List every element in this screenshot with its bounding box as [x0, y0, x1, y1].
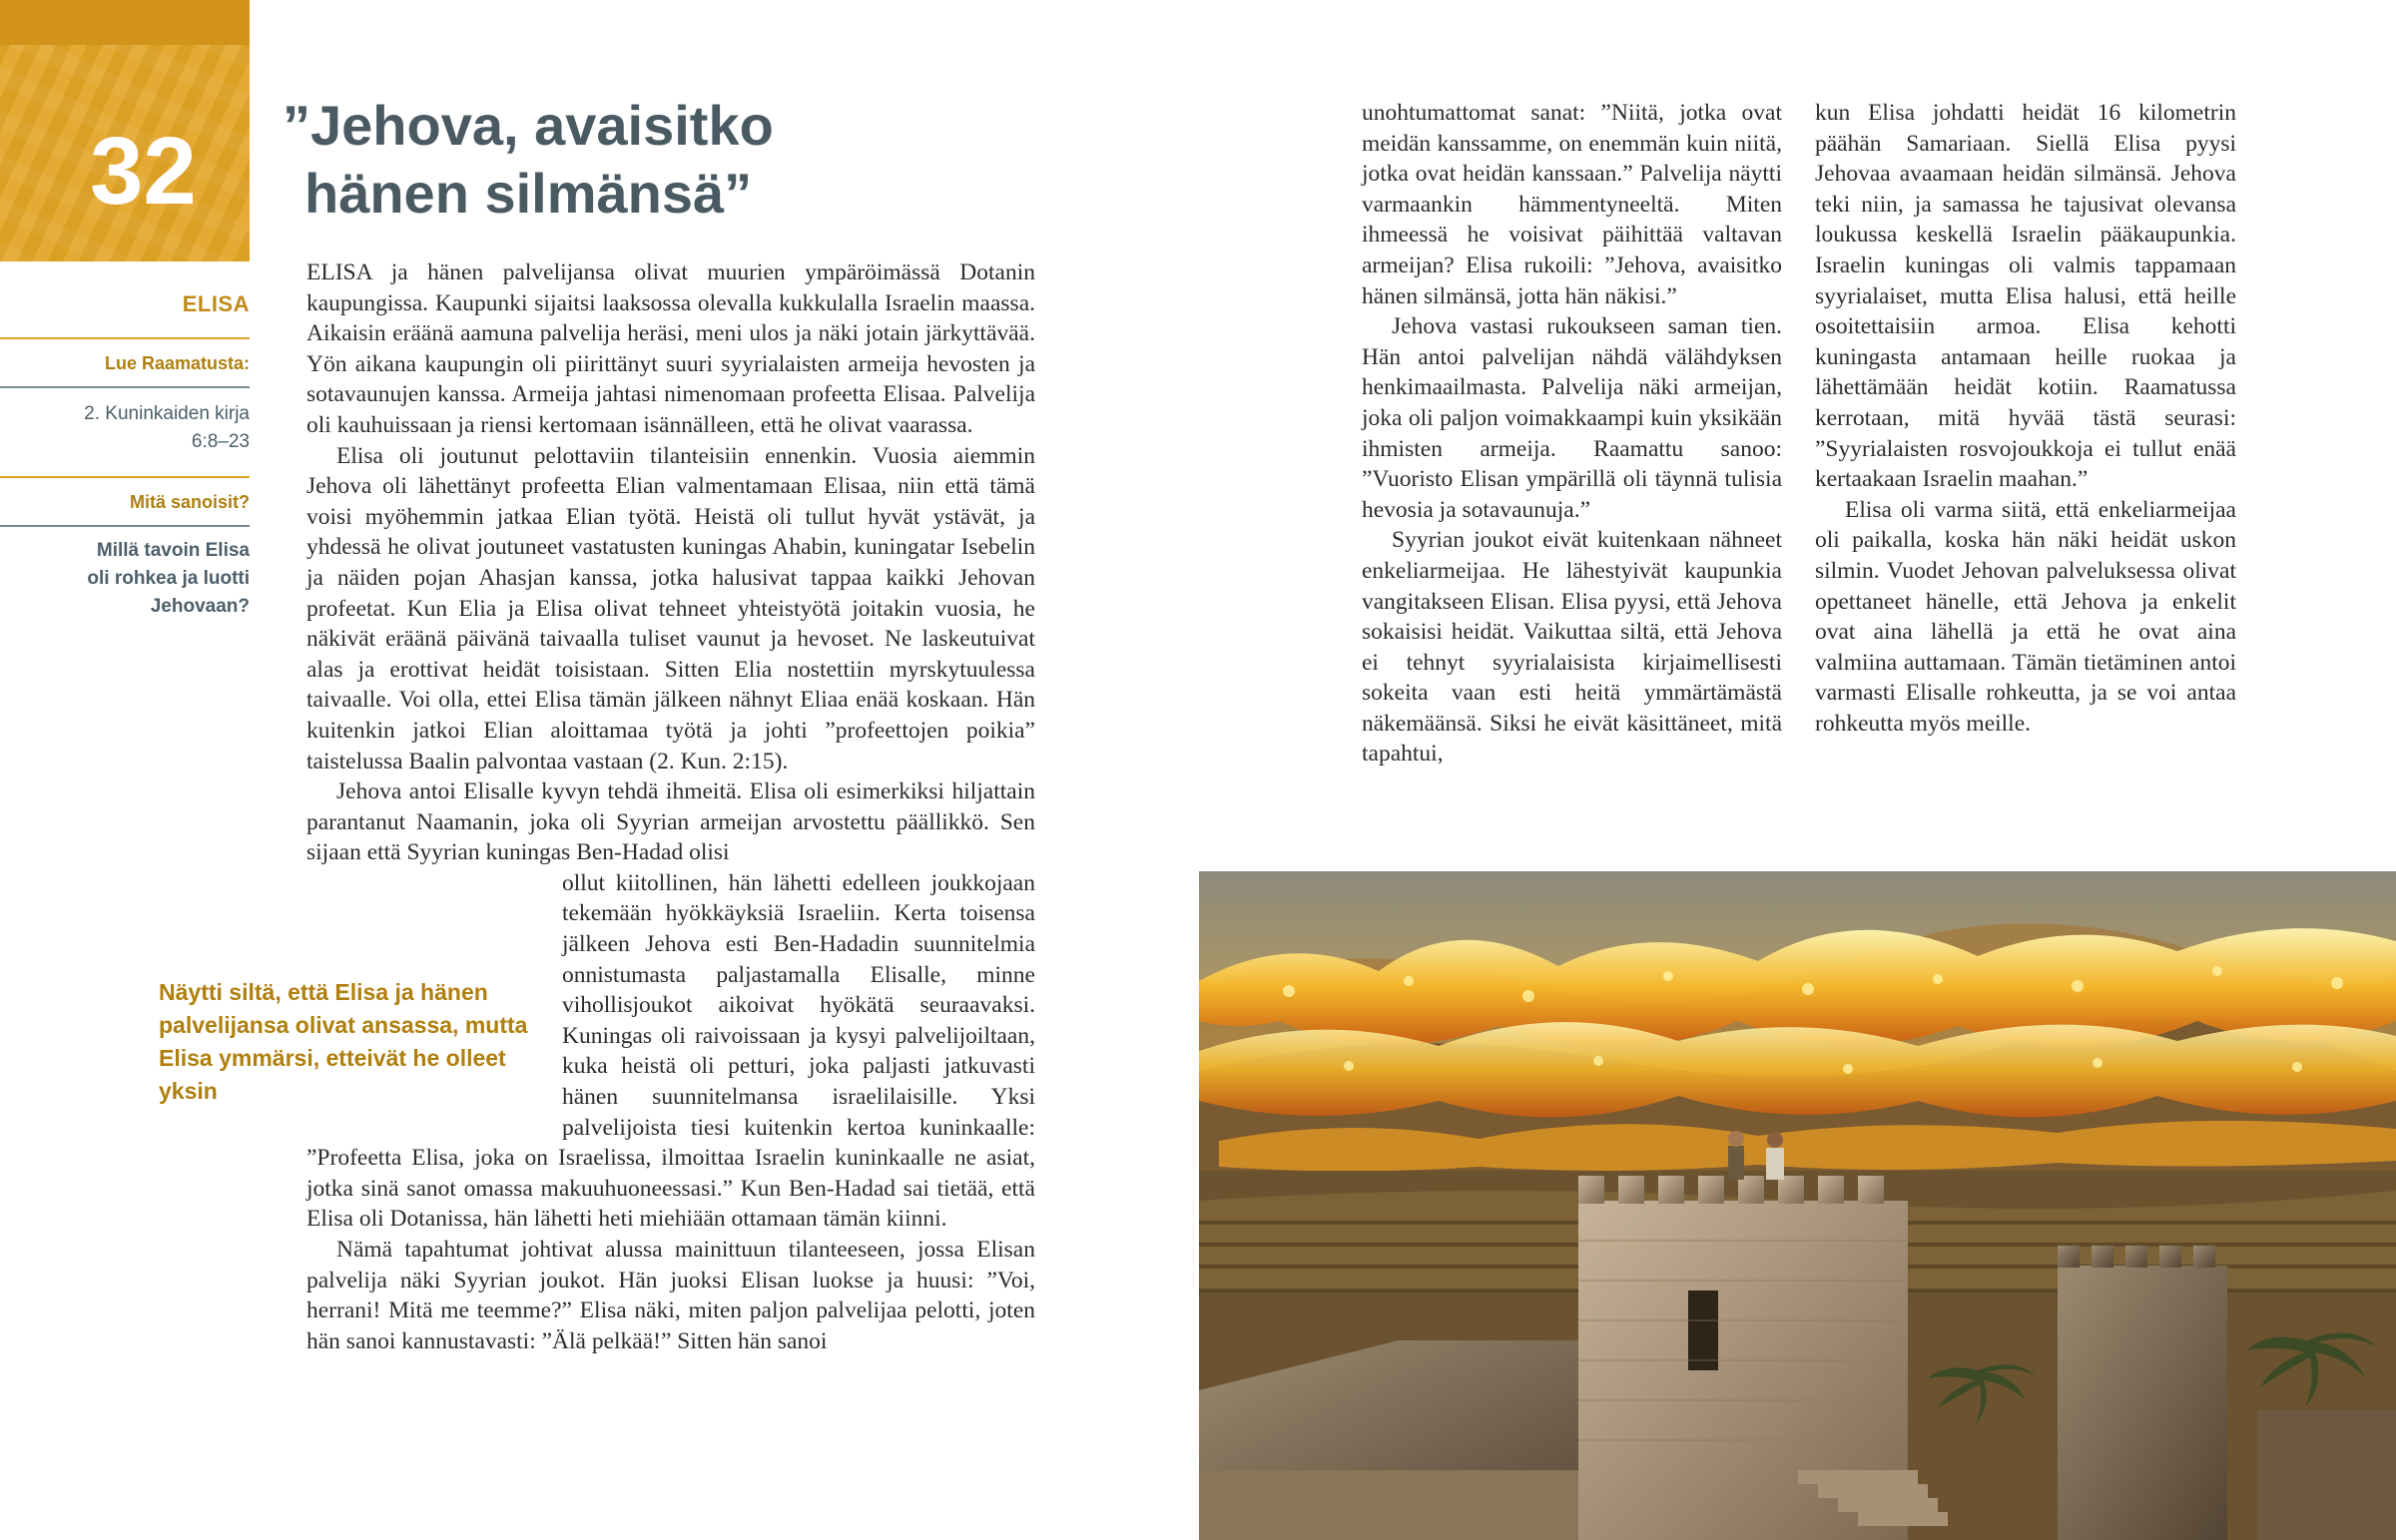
body-column-3	[1815, 98, 2236, 739]
paragraph: Jehova vastasi rukoukseen saman tien. Hän antoi palvelijan nähdä välähdyksen henkimaailmasta. Palvelija näki armeijan, joka oli paljon voimakkaampi kuin yksikään ihmisten armeija. Raamattu sanoo: ”Vuoristo Elisan ympärillä oli täynnä tulisia hevosia ja sotavaunuja.”	[1362, 313, 1782, 523]
chapter-title	[283, 92, 842, 228]
scripture-book: 2. Kuninkaiden kirja	[84, 403, 250, 424]
scripture-verses: 6:8–23	[191, 431, 250, 452]
paragraph: Nämä tapahtumat johtivat alussa mainittuun tilanteeseen, jossa Elisan palvelija näki Syyrian joukot. Hän juoksi Elisan luokse ja huusi: ”Voi, herrani! Mitä me teemme?” Elisa näki, miten paljon palvelijaa pelotti, joten hän sanoi kannustavasti: ”Älä pelkää!” Sitten hän sanoi	[306, 1237, 1035, 1354]
scripture-reference	[0, 388, 250, 478]
paragraph: unohtumattomat sanat: ”Niitä, jotka ovat meidän kanssamme, on enemmän kuin niitä, jotka ovat heidän kanssaan.” Palvelija näytti varmaankin hämmentyneeltä. Miten ihmeessä he voisivat päihittää valtavan armeijan? Elisa rukoili: ”Jehova, avaisitko hänen silmänsä, jotta hän näkisi.”	[1362, 100, 1782, 309]
paragraph: Elisa oli joutunut pelottaviin tilanteisiin ennenkin. Vuosia aiemmin Jehova oli lähettänyt profeetta Elian valmentamaan Elisaa, niin että tämä voisi myöhemmin jatkaa Elian työtä. Heistä oli tullut hyvät ystävät, ja yhdessä he olivat joutuneet vastatusten kuningas Ahabin, kuningatar Isebelin ja näiden pojan Ahasjan kanssa, jotka halusivat tappaa kaikki Jehovan profeetat. Kun Elia ja Elisa olivat tehneet yhteistyötä joitakin vuosia, he näkivät eräänä päivänä taivaalla tuliset vaunut ja hevoset. Ne laskeutuivat alas ja erottivat heidät toisistaan. Sitten Elia nostettiin myrskytuulessa taivaalle. Voi olla, ettei Elisa tämän jälkeen nähnyt Eliaa enää koskaan. Hän kuitenkin jatkoi Elian aloittamaa työtä ja johti ”profeettojen poikia” taistelussa Baalin palvontaa vastaan (2. Kun. 2:15).	[306, 442, 1035, 774]
illustration-svg	[1199, 871, 2396, 1540]
read-label: Lue Raamatusta:	[0, 339, 250, 388]
chapter-number: 32	[90, 118, 197, 225]
sidebar-heading: ELISA	[0, 261, 250, 339]
chapter-tab	[0, 0, 250, 261]
paragraph: ollut kiitollinen, hän lähetti edelleen joukkojaan tekemään hyökkäyksiä Israeliin. Kerta toisensa jälkeen Jehova esti Ben-Hadadin suunnitelmia onnistumasta paljastamalla Elisalle, minne vihollisjoukot aikoivat hyökätä seuraavaksi. Kuningas oli raivoissaan ja kysyi palvelijoiltaan, kuka heistä oli petturi, joka paljasti jatkuvasti hänen suunnitelmansa israelilaisille. Yksi palvelijoista tiesi kuitenkin kertoa kuninkaalle: ”Profeetta Elisa, joka on Israelissa, ilmoittaa Israelin kuninkaalle ne asiat, jotka sinä sanot omassa makuuhuoneessasi.” Kun Ben-Hadad sai tietää, että Elisa oli Dotanissa, hän lähetti heti miehiään ottamaan tämän kiinni.	[306, 869, 1035, 1233]
paragraph: Elisa oli varma siitä, että enkeliarmeijaa oli paikalla, koska hän näki heidät uskon silmin. Vuodet Jehovan palveluksessa olivat opettaneet hänelle, että Jehova ja enkelit ovat aina lähellä ja että he ovat aina valmiina auttamaan. Tämän tietäminen antoi varmasti Elisalle rohkeutta, ja se voi antaa rohkeutta myös meille.	[1815, 496, 2236, 737]
question-label: Mitä sanoisit?	[0, 478, 250, 527]
paragraph: Jehova antoi Elisalle kyvyn tehdä ihmeitä. Elisa oli esimerkiksi hiljattain parantanut Naamanin, joka oli Syyrian armeijan arvostettu päällikkö. Sen sijaan että Syyrian kuningas Ben-Hadad olisi	[306, 778, 1035, 866]
question-line: oli rohkea ja luotti	[87, 568, 250, 589]
paragraph: ELISA ja hänen palvelijansa olivat muurien ympäröimässä Dotanin kaupungissa. Kaupunki sijaitsi laaksossa olevalla kukkulalla Israelin maassa. Aikaisin eräänä aamuna palvelija heräsi, meni ulos ja näki jotain järkyttävää. Yön aikana kaupungin oli piirittänyt suuri syyrialaisten armeija hevosten ja sotavaunujen kanssa. Armeija jahtasi nimenomaan profeetta Elisaa. Palvelija oli kauhuissaan ja riensi kertomaan isännälleen, että he olivat vaarassa.	[306, 259, 1035, 438]
sidebar	[0, 261, 250, 621]
question-line: Jehovaan?	[150, 596, 250, 617]
question-line: Millä tavoin Elisa	[96, 540, 250, 561]
body-column-2	[1362, 98, 1782, 770]
question-text	[0, 527, 250, 621]
title-line-2: hänen silmänsä”	[304, 162, 753, 225]
body-column-1	[306, 257, 1035, 1356]
paragraph: Syyrian joukot eivät kuitenkaan nähneet enkeliarmeijaa. He lähestyivät kaupunkia vangitakseen Elisan. Elisa pyysi, että Jehova sokaisisi heidät. Vaikuttaa siltä, että Jehova ei tehnyt syyrialaisista kirjaimellisesti sokeita vaan esti heitä ymmärtämästä näkemäänsä. Siksi he eivät käsittäneet, mitä tapahtui,	[1362, 527, 1782, 768]
paragraph: kun Elisa johdatti heidät 16 kilometrin päähän Samariaan. Siellä Elisa pyysi Jehovaa avaamaan heidän silmänsä. Jehova teki niin, ja samassa he tajusivat olevansa loukussa keskellä Israelin pääkaupunkia. Israelin kuningas oli valmis tappamaan syyrialaiset, mutta Elisa halusi, että heille osoitettaisiin armoa. Elisa kehotti kuningasta antamaan heille ruokaa ja lähettämään heidät kotiin. Raamatussa kerrotaan, mitä hyvää tästä seurasi: ”Syyrialaisten rosvojoukkoja ei tullut enää kertaakaan Israelin maahan.”	[1815, 100, 2236, 493]
title-line-1: ”Jehova, avaisitko	[283, 94, 774, 157]
illustration-fiery-army	[1199, 871, 2396, 1540]
pull-quote: Näytti siltä, että Elisa ja hänen palvelijansa olivat ansassa, mutta Elisa ymmärsi, etteivät he olleet yksin	[159, 979, 528, 1104]
